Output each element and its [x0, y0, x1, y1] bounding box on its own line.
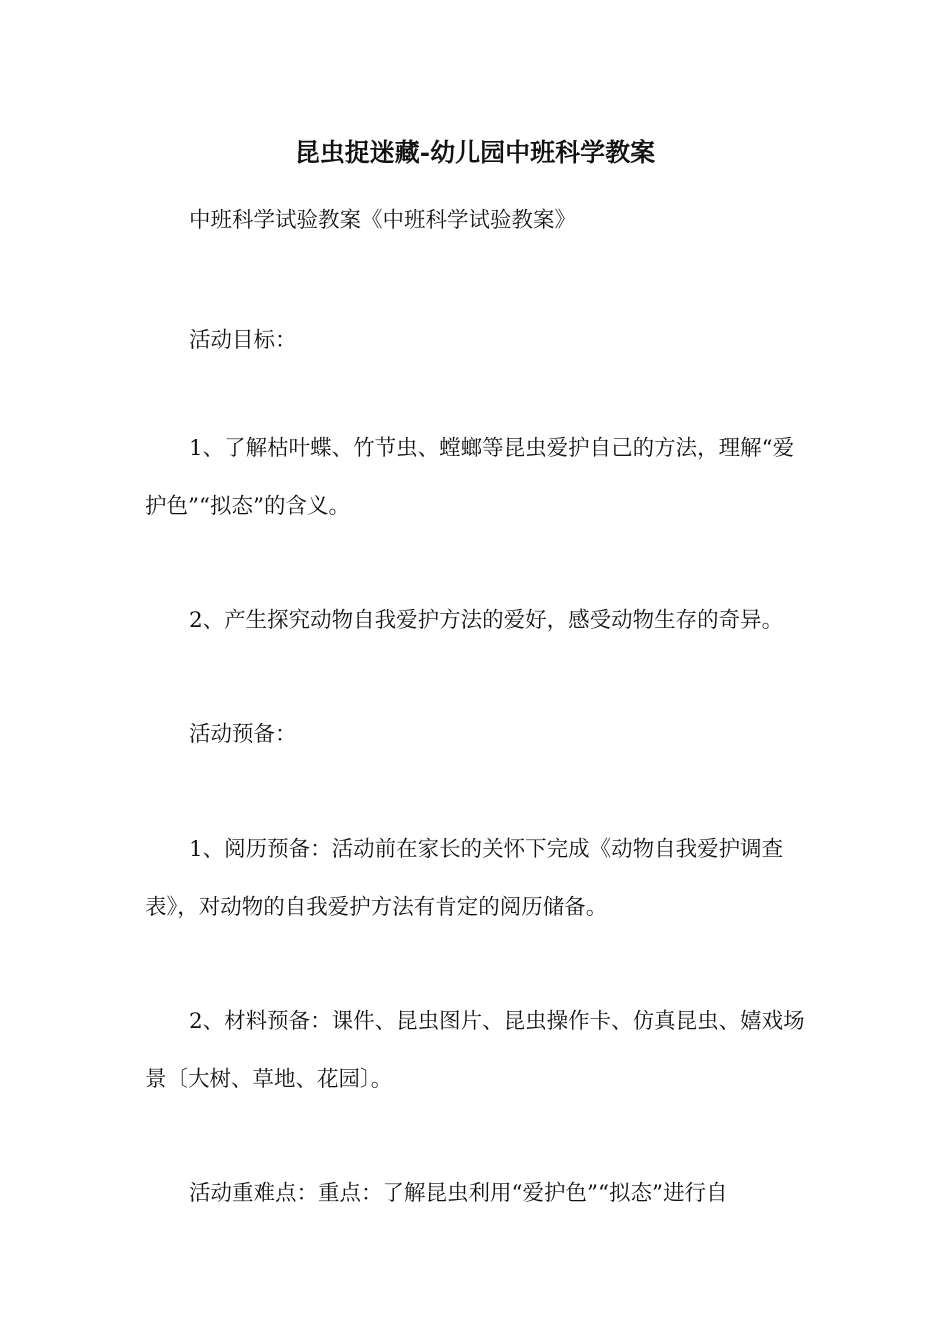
paragraph-goal-2: 2、产生探究动物自我爱护方法的爱好，感受动物生存的奇异。	[189, 608, 784, 633]
paragraph-subtitle: 中班科学试验教案《中班科学试验教案》	[189, 208, 577, 233]
paragraph-goal-1: 1、了解枯叶蝶、竹节虫、螳螂等昆虫爱护自己的方法，理解“爱护色”“拟态”的含义。	[145, 436, 795, 519]
paragraph-preparation-heading: 活动预备：	[189, 722, 297, 747]
paragraph-key-points: 活动重难点：重点：了解昆虫利用“爱护色”“拟态”进行自	[189, 1181, 728, 1206]
paragraph-goals-heading: 活动目标：	[189, 328, 297, 353]
document-title: 昆虫捉迷藏-幼儿园中班科学教案	[294, 138, 656, 167]
paragraph-preparation-1: 1、阅历预备：活动前在家长的关怀下完成《动物自我爱护调查表》，对动物的自我爱护方法有肯定的阅历储备。	[145, 837, 784, 920]
paragraph-preparation-2: 2、材料预备：课件、昆虫图片、昆虫操作卡、仿真昆虫、嬉戏场景〔大树、草地、花园〕。	[145, 1009, 805, 1092]
